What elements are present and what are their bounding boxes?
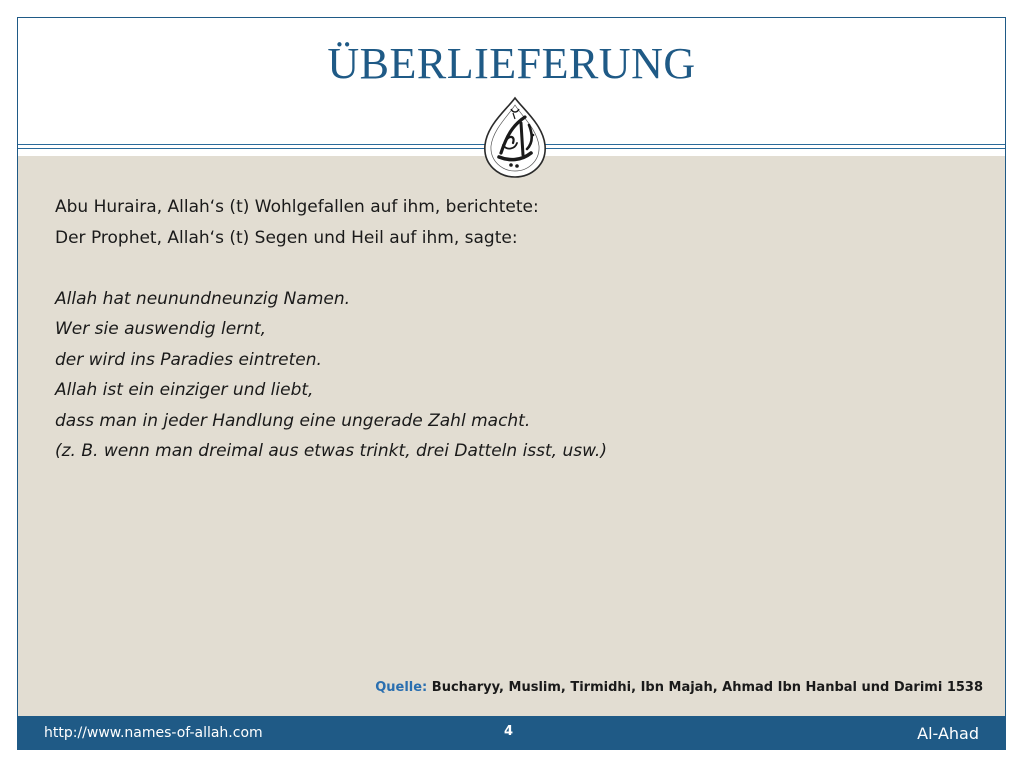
quote-line: dass man in jeder Handlung eine ungerade Zahl macht. (55, 410, 531, 431)
quote-line: (z. B. wenn man dreimal aus etwas trinkt, drei Datteln isst, usw.) (55, 441, 607, 461)
source-label: Quelle: (375, 680, 428, 695)
slide-footer (18, 716, 1005, 750)
quote-line: Wer sie auswendig lernt, (55, 319, 267, 339)
quote-line: der wird ins Paradies eintreten. (55, 349, 322, 370)
arabic-calligraphy-emblem-icon (477, 95, 553, 181)
source-citation (375, 680, 983, 695)
slide-frame (17, 17, 1006, 750)
body-text (55, 192, 975, 467)
footer-url-link[interactable]: http://www.names-of-allah.com (44, 725, 263, 741)
slide-title: ÜBERLIEFERUNG (327, 39, 696, 88)
slide-content (18, 156, 1005, 716)
footer-name: Al-Ahad (917, 724, 979, 743)
intro-line: Abu Huraira, Allah‘s (t) Wohlgefallen auf ihm, berichtete: (55, 197, 539, 217)
paragraph-gap (55, 253, 975, 284)
quote-line: Allah hat neunundneunzig Namen. (55, 288, 351, 309)
quote-line: Allah ist ein einziger und liebt, (55, 380, 314, 400)
source-text: Bucharyy, Muslim, Tirmidhi, Ibn Majah, Ahmad Ibn Hanbal und Darimi 1538 (431, 680, 983, 695)
page-number: 4 (504, 724, 514, 739)
intro-line: Der Prophet, Allah‘s (t) Segen und Heil auf ihm, sagte: (55, 227, 518, 248)
